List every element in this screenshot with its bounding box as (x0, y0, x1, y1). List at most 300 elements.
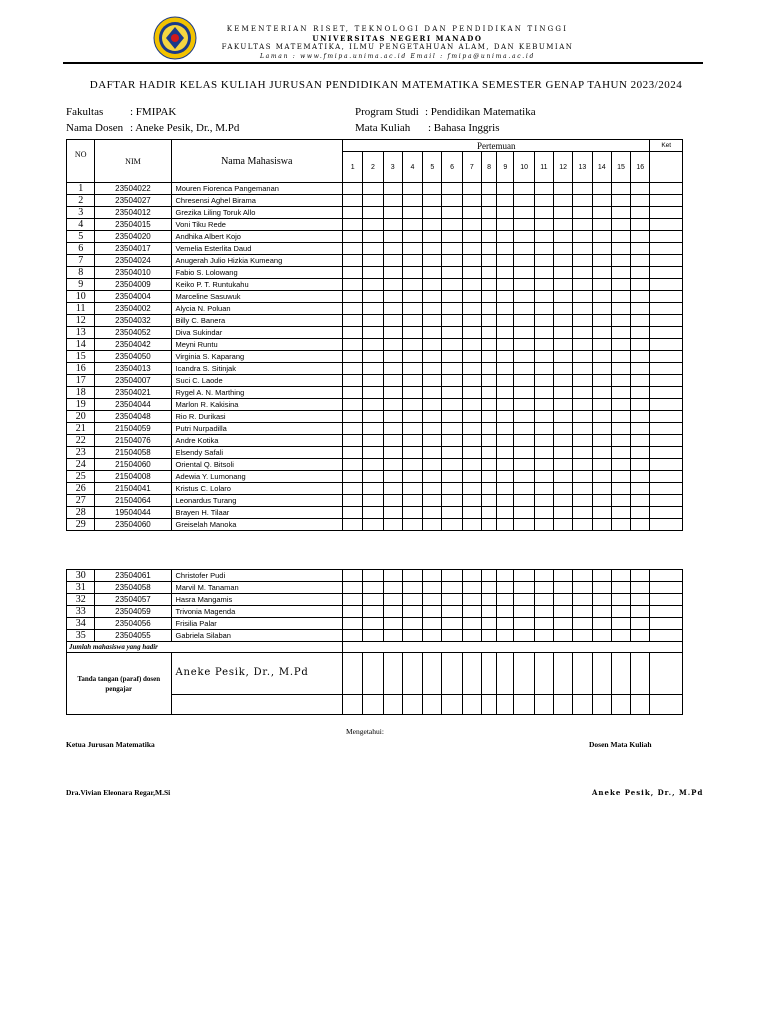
attendance-cell-14 (592, 594, 611, 606)
attendance-cell-8 (481, 339, 496, 351)
attendance-cell-11 (534, 243, 553, 255)
attendance-cell-13 (573, 411, 592, 423)
attendance-cell-2 (363, 495, 383, 507)
attendance-cell-14 (592, 267, 611, 279)
student-no: 33 (67, 606, 95, 618)
attendance-cell-9 (497, 315, 514, 327)
attendance-cell-6 (442, 195, 462, 207)
attendance-cell-9 (497, 507, 514, 519)
attendance-cell-2 (363, 339, 383, 351)
attendance-cell-1 (343, 219, 363, 231)
student-name: Andre Kotika (171, 435, 343, 447)
attendance-cell-9 (497, 471, 514, 483)
attendance-cell-16 (631, 231, 650, 243)
student-row (67, 255, 683, 267)
ket-cell (650, 423, 683, 435)
student-no: 12 (67, 315, 95, 327)
attendance-cell-4 (402, 195, 422, 207)
student-no: 22 (67, 435, 95, 447)
student-nim: 21504041 (95, 483, 171, 495)
attendance-cell-13 (573, 507, 592, 519)
attendance-cell-10 (514, 219, 534, 231)
attendance-cell-12 (554, 471, 573, 483)
ket-cell (650, 351, 683, 363)
student-name: Trivonia Magenda (171, 606, 343, 618)
attendance-cell-13 (573, 435, 592, 447)
attendance-cell-8 (481, 630, 496, 642)
student-no: 34 (67, 618, 95, 630)
signature-ket-cell (650, 653, 683, 695)
attendance-cell-6 (442, 570, 462, 582)
attendance-cell-10 (514, 399, 534, 411)
attendance-cell-16 (631, 291, 650, 303)
attendance-cell-6 (442, 507, 462, 519)
attendance-cell-12 (554, 303, 573, 315)
attendance-cell-6 (442, 519, 462, 531)
attendance-cell-13 (573, 195, 592, 207)
session-header-3: 3 (383, 152, 402, 183)
attendance-cell-12 (554, 375, 573, 387)
attendance-cell-3 (383, 267, 402, 279)
attendance-cell-15 (611, 315, 630, 327)
attendance-cell-10 (514, 630, 534, 642)
student-nim: 23504002 (95, 303, 171, 315)
attendance-cell-15 (611, 363, 630, 375)
attendance-cell-8 (481, 255, 496, 267)
attendance-cell-10 (514, 339, 534, 351)
attendance-cell-11 (534, 255, 553, 267)
ket-header-blank (650, 152, 683, 183)
attendance-cell-4 (402, 255, 422, 267)
attendance-cell-13 (573, 327, 592, 339)
attendance-cell-9 (497, 339, 514, 351)
attendance-cell-16 (631, 243, 650, 255)
attendance-cell-2 (363, 399, 383, 411)
attendance-cell-7 (462, 411, 481, 423)
attendance-cell-9 (497, 255, 514, 267)
university-logo (153, 16, 197, 60)
attendance-cell-8 (481, 363, 496, 375)
attendance-cell-8 (481, 291, 496, 303)
attendance-cell-4 (402, 399, 422, 411)
ket-cell (650, 375, 683, 387)
session-header-10: 10 (514, 152, 534, 183)
attendance-cell-7 (462, 207, 481, 219)
student-nim: 23504055 (95, 630, 171, 642)
attendance-cell-7 (462, 495, 481, 507)
signature-cell-8 (481, 695, 496, 715)
signature-cell-8 (481, 653, 496, 695)
attendance-cell-7 (462, 375, 481, 387)
student-no: 5 (67, 231, 95, 243)
attendance-cell-15 (611, 303, 630, 315)
student-no: 21 (67, 423, 95, 435)
attendance-cell-9 (497, 327, 514, 339)
attendance-cell-9 (497, 219, 514, 231)
attendance-cell-16 (631, 570, 650, 582)
attendance-cell-4 (402, 303, 422, 315)
attendance-cell-16 (631, 471, 650, 483)
student-nim: 21504008 (95, 471, 171, 483)
header-pertemuan: Pertemuan (343, 140, 650, 152)
attendance-cell-9 (497, 267, 514, 279)
attendance-cell-4 (402, 606, 422, 618)
attendance-cell-16 (631, 459, 650, 471)
attendance-cell-4 (402, 387, 422, 399)
attendance-cell-11 (534, 606, 553, 618)
ket-cell (650, 459, 683, 471)
student-name: Diva Sukindar (171, 327, 343, 339)
attendance-cell-9 (497, 447, 514, 459)
attendance-cell-6 (442, 375, 462, 387)
attendance-cell-16 (631, 375, 650, 387)
attendance-cell-4 (402, 291, 422, 303)
attendance-cell-16 (631, 255, 650, 267)
attendance-cell-6 (442, 183, 462, 195)
attendance-cell-3 (383, 339, 402, 351)
attendance-cell-1 (343, 570, 363, 582)
student-row (67, 291, 683, 303)
attendance-cell-15 (611, 483, 630, 495)
attendance-cell-12 (554, 255, 573, 267)
attendance-cell-10 (514, 375, 534, 387)
attendance-cell-3 (383, 582, 402, 594)
attendance-cell-1 (343, 483, 363, 495)
attendance-cell-4 (402, 411, 422, 423)
attendance-cell-14 (592, 570, 611, 582)
attendance-cell-6 (442, 459, 462, 471)
attendance-cell-1 (343, 459, 363, 471)
student-row (67, 267, 683, 279)
student-row (67, 447, 683, 459)
attendance-cell-7 (462, 231, 481, 243)
attendance-cell-11 (534, 435, 553, 447)
student-no: 28 (67, 507, 95, 519)
attendance-cell-8 (481, 387, 496, 399)
dosen-mk-label: Dosen Mata Kuliah (589, 740, 652, 749)
signature-cell-1 (343, 695, 363, 715)
attendance-cell-10 (514, 255, 534, 267)
student-nim: 23504059 (95, 606, 171, 618)
attendance-cell-3 (383, 279, 402, 291)
attendance-cell-1 (343, 507, 363, 519)
header-ket: Ket (650, 140, 683, 152)
attendance-cell-12 (554, 618, 573, 630)
attendance-cell-4 (402, 315, 422, 327)
attendance-cell-15 (611, 279, 630, 291)
attendance-cell-1 (343, 315, 363, 327)
attendance-cell-3 (383, 447, 402, 459)
attendance-cell-6 (442, 243, 462, 255)
attendance-cell-4 (402, 231, 422, 243)
attendance-cell-14 (592, 387, 611, 399)
signature-cell-9 (497, 695, 514, 715)
attendance-cell-11 (534, 423, 553, 435)
attendance-cell-6 (442, 291, 462, 303)
student-name: Leonardus Turang (171, 495, 343, 507)
attendance-cell-1 (343, 279, 363, 291)
attendance-cell-15 (611, 495, 630, 507)
attendance-cell-13 (573, 471, 592, 483)
matkul-value: : Bahasa Inggris (428, 122, 500, 134)
attendance-cell-8 (481, 399, 496, 411)
student-row (67, 279, 683, 291)
attendance-cell-2 (363, 375, 383, 387)
attendance-cell-6 (442, 255, 462, 267)
attendance-cell-6 (442, 351, 462, 363)
attendance-cell-5 (423, 375, 442, 387)
attendance-cell-1 (343, 351, 363, 363)
attendance-cell-10 (514, 291, 534, 303)
attendance-cell-4 (402, 339, 422, 351)
signature-cell-10 (514, 695, 534, 715)
attendance-cell-8 (481, 183, 496, 195)
attendance-cell-6 (442, 411, 462, 423)
attendance-cell-4 (402, 447, 422, 459)
attendance-cell-9 (497, 630, 514, 642)
attendance-cell-9 (497, 594, 514, 606)
attendance-cell-10 (514, 267, 534, 279)
jumlah-hadir-cells (343, 642, 683, 653)
attendance-cell-7 (462, 279, 481, 291)
student-nim: 21504064 (95, 495, 171, 507)
attendance-cell-7 (462, 255, 481, 267)
signature-cell-3 (383, 695, 402, 715)
attendance-cell-3 (383, 387, 402, 399)
attendance-cell-14 (592, 411, 611, 423)
attendance-cell-8 (481, 219, 496, 231)
attendance-cell-13 (573, 423, 592, 435)
student-name: Voni Tiku Rede (171, 219, 343, 231)
attendance-cell-2 (363, 195, 383, 207)
attendance-cell-8 (481, 570, 496, 582)
attendance-cell-7 (462, 519, 481, 531)
attendance-cell-1 (343, 183, 363, 195)
attendance-cell-8 (481, 483, 496, 495)
attendance-cell-2 (363, 507, 383, 519)
attendance-cell-7 (462, 243, 481, 255)
attendance-cell-14 (592, 207, 611, 219)
student-name: Fabio S. Lolowang (171, 267, 343, 279)
ket-cell (650, 363, 683, 375)
attendance-cell-4 (402, 183, 422, 195)
attendance-cell-5 (423, 315, 442, 327)
student-no: 27 (67, 495, 95, 507)
attendance-cell-16 (631, 387, 650, 399)
attendance-cell-4 (402, 219, 422, 231)
student-row (67, 606, 683, 618)
attendance-cell-5 (423, 483, 442, 495)
attendance-cell-7 (462, 507, 481, 519)
attendance-cell-3 (383, 570, 402, 582)
student-name: Christofer Pudi (171, 570, 343, 582)
attendance-cell-9 (497, 303, 514, 315)
attendance-cell-6 (442, 327, 462, 339)
attendance-cell-3 (383, 459, 402, 471)
attendance-table-part2 (66, 569, 683, 715)
ket-cell (650, 339, 683, 351)
attendance-cell-5 (423, 570, 442, 582)
attendance-cell-8 (481, 606, 496, 618)
attendance-cell-10 (514, 363, 534, 375)
attendance-cell-15 (611, 375, 630, 387)
signature-cell-5 (423, 653, 442, 695)
session-header-4: 4 (402, 152, 422, 183)
signature-cell-13 (573, 695, 592, 715)
attendance-cell-1 (343, 387, 363, 399)
dosen-label: Nama Dosen (66, 122, 124, 134)
attendance-cell-12 (554, 267, 573, 279)
attendance-cell-9 (497, 195, 514, 207)
ket-cell (650, 303, 683, 315)
attendance-cell-2 (363, 207, 383, 219)
student-name: Rygel A. N. Marthing (171, 387, 343, 399)
student-row (67, 231, 683, 243)
attendance-cell-2 (363, 435, 383, 447)
attendance-cell-10 (514, 195, 534, 207)
attendance-cell-16 (631, 363, 650, 375)
attendance-cell-1 (343, 471, 363, 483)
attendance-cell-9 (497, 411, 514, 423)
attendance-cell-12 (554, 423, 573, 435)
student-nim: 23504020 (95, 231, 171, 243)
attendance-cell-16 (631, 219, 650, 231)
attendance-cell-11 (534, 375, 553, 387)
attendance-cell-16 (631, 303, 650, 315)
attendance-cell-13 (573, 459, 592, 471)
attendance-cell-10 (514, 327, 534, 339)
attendance-cell-1 (343, 582, 363, 594)
student-no: 31 (67, 582, 95, 594)
student-no: 1 (67, 183, 95, 195)
attendance-cell-11 (534, 495, 553, 507)
attendance-cell-5 (423, 399, 442, 411)
student-nim: 23504022 (95, 183, 171, 195)
attendance-cell-13 (573, 183, 592, 195)
attendance-cell-13 (573, 483, 592, 495)
student-no: 9 (67, 279, 95, 291)
student-no: 35 (67, 630, 95, 642)
attendance-cell-7 (462, 435, 481, 447)
attendance-cell-2 (363, 411, 383, 423)
attendance-cell-1 (343, 363, 363, 375)
student-no: 26 (67, 483, 95, 495)
attendance-cell-4 (402, 483, 422, 495)
attendance-cell-2 (363, 618, 383, 630)
attendance-cell-1 (343, 327, 363, 339)
signature-cell-10 (514, 653, 534, 695)
attendance-cell-15 (611, 423, 630, 435)
ketua-jurusan-label: Ketua Jurusan Matematika (66, 740, 155, 749)
signature-cell-6 (442, 653, 462, 695)
attendance-cell-11 (534, 507, 553, 519)
ket-cell (650, 219, 683, 231)
attendance-cell-9 (497, 459, 514, 471)
signature-cell-12 (554, 653, 573, 695)
ket-cell (650, 399, 683, 411)
attendance-cell-3 (383, 519, 402, 531)
student-row (67, 327, 683, 339)
ket-cell (650, 207, 683, 219)
attendance-cell-7 (462, 315, 481, 327)
signature-cell-11 (534, 653, 553, 695)
attendance-cell-10 (514, 471, 534, 483)
attendance-cell-11 (534, 459, 553, 471)
student-nim: 23504048 (95, 411, 171, 423)
attendance-cell-14 (592, 507, 611, 519)
attendance-cell-10 (514, 618, 534, 630)
attendance-cell-11 (534, 519, 553, 531)
attendance-cell-11 (534, 219, 553, 231)
attendance-cell-9 (497, 375, 514, 387)
fakultas-label: Fakultas (66, 106, 104, 118)
attendance-cell-5 (423, 291, 442, 303)
header-name: Nama Mahasiswa (171, 140, 343, 183)
attendance-cell-15 (611, 327, 630, 339)
prodi-value: : Pendidikan Matematika (425, 106, 536, 118)
attendance-cell-5 (423, 303, 442, 315)
attendance-cell-3 (383, 243, 402, 255)
student-row (67, 351, 683, 363)
attendance-cell-11 (534, 315, 553, 327)
attendance-cell-11 (534, 231, 553, 243)
attendance-cell-14 (592, 375, 611, 387)
attendance-cell-2 (363, 459, 383, 471)
attendance-cell-12 (554, 459, 573, 471)
attendance-cell-5 (423, 582, 442, 594)
student-name: Mouren Fiorenca Pangemanan (171, 183, 343, 195)
ket-cell (650, 291, 683, 303)
ket-cell (650, 507, 683, 519)
header-no: NO (67, 140, 95, 183)
attendance-cell-2 (363, 582, 383, 594)
attendance-cell-10 (514, 315, 534, 327)
student-row (67, 483, 683, 495)
attendance-cell-6 (442, 471, 462, 483)
attendance-cell-14 (592, 447, 611, 459)
attendance-cell-7 (462, 630, 481, 642)
attendance-cell-9 (497, 435, 514, 447)
attendance-cell-2 (363, 606, 383, 618)
attendance-cell-10 (514, 495, 534, 507)
student-name: Brayen H. Tilaar (171, 507, 343, 519)
student-row (67, 582, 683, 594)
attendance-cell-16 (631, 315, 650, 327)
attendance-cell-11 (534, 351, 553, 363)
attendance-cell-12 (554, 231, 573, 243)
attendance-cell-12 (554, 495, 573, 507)
attendance-cell-11 (534, 291, 553, 303)
attendance-cell-3 (383, 231, 402, 243)
attendance-cell-4 (402, 618, 422, 630)
student-row (67, 339, 683, 351)
student-nim: 21504059 (95, 423, 171, 435)
ket-cell (650, 195, 683, 207)
attendance-cell-7 (462, 363, 481, 375)
student-row (67, 243, 683, 255)
attendance-cell-11 (534, 339, 553, 351)
attendance-cell-3 (383, 411, 402, 423)
attendance-cell-13 (573, 243, 592, 255)
student-nim: 23504032 (95, 315, 171, 327)
attendance-cell-16 (631, 267, 650, 279)
attendance-cell-3 (383, 423, 402, 435)
student-row (67, 618, 683, 630)
attendance-cell-5 (423, 519, 442, 531)
signature-cell-1 (343, 653, 363, 695)
student-row (67, 630, 683, 642)
attendance-cell-15 (611, 582, 630, 594)
